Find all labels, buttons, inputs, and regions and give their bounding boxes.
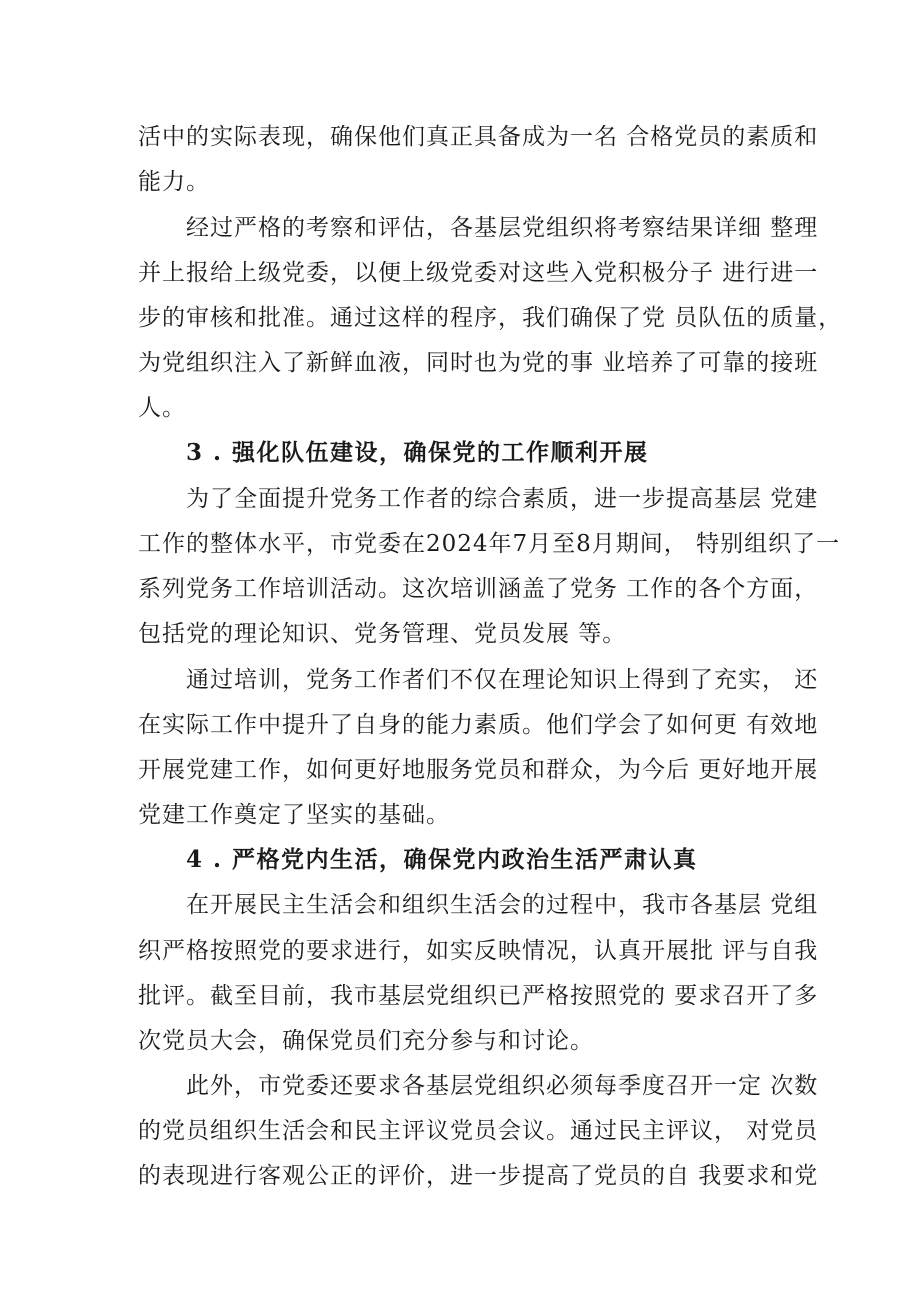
text-line: 批评。截至目前，我市基层党组织已严格按照党的 要求召开了多 bbox=[138, 983, 819, 1009]
text-line: 系列党务工作培训活动。这次培训涵盖了党务 工作的各个方面， bbox=[138, 576, 819, 602]
text-line: 织严格按照党的要求进行，如实反映情况，认真开展批 评与自我 bbox=[138, 938, 819, 964]
text-line: 活中的实际表现，确保他们真正具备成为一名 合格党员的素质和 bbox=[138, 124, 819, 150]
text-line: 工作的整体水平，市党委在2024年7月至8月期间， 特别组织了一 bbox=[138, 531, 841, 557]
text-line: 开展党建工作，如何更好地服务党员和群众，为今后 更好地开展 bbox=[138, 757, 819, 783]
text-line: 人。 bbox=[138, 395, 186, 421]
text-line: 为了全面提升党务工作者的综合素质，进一步提高基层 党建 bbox=[186, 486, 819, 512]
text-line: 能力。 bbox=[138, 169, 210, 195]
section-heading: 3 . 强化队伍建设，确保党的工作顺利开展 bbox=[186, 439, 649, 466]
text-line: 包括党的理论知识、党务管理、党员发展 等。 bbox=[138, 621, 627, 647]
text-line: 在开展民主生活会和组织生活会的过程中，我市各基层 党组 bbox=[186, 892, 819, 918]
section-heading: 4 . 严格党内生活，确保党内政治生活严肃认真 bbox=[186, 846, 698, 873]
text-line: 的表现进行客观公正的评价，进一步提高了党员的自 我要求和党 bbox=[138, 1163, 819, 1189]
text-line: 党建工作奠定了坚实的基础。 bbox=[138, 802, 450, 828]
text-line: 为党组织注入了新鲜血液，同时也为党的事 业培养了可靠的接班 bbox=[138, 350, 819, 376]
text-line: 并上报给上级党委，以便上级党委对这些入党积极分子 进行进一 bbox=[138, 260, 819, 286]
text-line: 在实际工作中提升了自身的能力素质。他们学会了如何更 有效地 bbox=[138, 712, 819, 738]
text-line: 此外，市党委还要求各基层党组织必须每季度召开一定 次数 bbox=[186, 1073, 819, 1099]
text-line: 步的审核和批准。通过这样的程序，我们确保了党 员队伍的质量， bbox=[138, 305, 843, 331]
text-line: 次党员大会，确保党员们充分参与和讨论。 bbox=[138, 1028, 594, 1054]
text-line: 通过培训，党务工作者们不仅在理论知识上得到了充实， 还 bbox=[186, 667, 819, 693]
text-line: 经过严格的考察和评估，各基层党组织将考察结果详细 整理 bbox=[186, 215, 819, 241]
text-line: 的党员组织生活会和民主评议党员会议。通过民主评议， 对党员 bbox=[138, 1118, 819, 1144]
